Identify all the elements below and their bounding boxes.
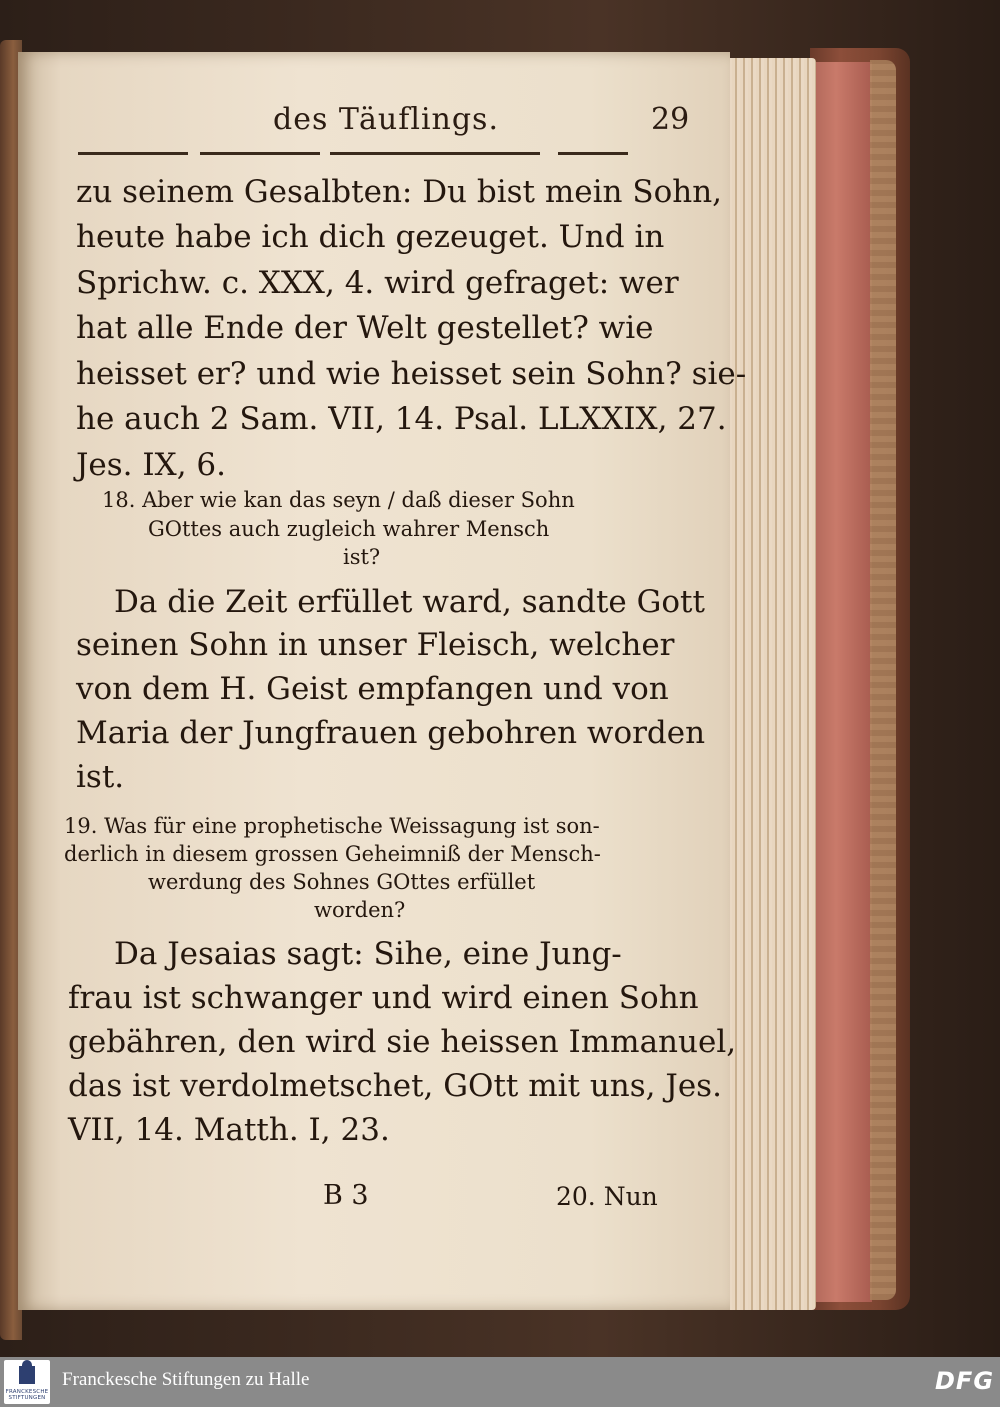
header-rule xyxy=(200,152,320,155)
header-rule xyxy=(330,152,540,155)
dfg-logo[interactable]: DFG xyxy=(935,1367,995,1395)
running-head: des Täuflings. xyxy=(273,102,499,137)
text-line: VII, 14. Matth. I, 23. xyxy=(68,1112,390,1148)
text-line: he auch 2 Sam. VII, 14. Psal. LLXXIX, 27. xyxy=(76,401,727,437)
text-line: gebähren, den wird sie heissen Immanuel, xyxy=(68,1024,737,1060)
book-page xyxy=(18,52,747,1310)
text-line: Da die Zeit erfüllet ward, sandte Gott xyxy=(114,584,705,620)
text-line: hat alle Ende der Welt gestellet? wie xyxy=(76,310,654,346)
text-line: Maria der Jungfrauen gebohren worden xyxy=(76,715,706,751)
question-line: derlich in diesem grossen Geheimniß der Mensch- xyxy=(64,842,601,866)
text-line: von dem H. Geist empfangen und von xyxy=(76,671,669,707)
text-line: frau ist schwanger und wird einen Sohn xyxy=(68,980,699,1016)
question-line: GOttes auch zugleich wahrer Mensch xyxy=(148,517,550,541)
book-spine-edge xyxy=(870,60,896,1300)
header-rule xyxy=(78,152,188,155)
catchword: 20. Nun xyxy=(556,1182,658,1211)
text-line: heisset er? und wie heisset sein Sohn? sie- xyxy=(76,356,747,392)
page-number: 29 xyxy=(651,102,690,137)
building-icon xyxy=(19,1366,35,1384)
page-header xyxy=(273,102,713,142)
text-line: Sprichw. c. XXX, 4. wird gefraget: wer xyxy=(76,265,679,301)
text-line: seinen Sohn in unser Fleisch, welcher xyxy=(76,627,675,663)
question-line: werdung des Sohnes GOttes erfüllet xyxy=(148,870,536,894)
header-rule xyxy=(558,152,628,155)
institution-name: Franckesche Stiftungen zu Halle xyxy=(62,1369,310,1390)
question-line: worden? xyxy=(314,898,406,922)
question-line: 19. Was für eine prophetische Weissagung ist son- xyxy=(64,814,600,838)
text-line: ist. xyxy=(76,759,125,795)
text-line: heute habe ich dich gezeuget. Und in xyxy=(76,219,665,255)
text-line: das ist verdolmetschet, GOtt mit uns, Jes. xyxy=(68,1068,722,1104)
question-line: ist? xyxy=(343,545,381,569)
franckesche-logo[interactable] xyxy=(4,1360,50,1404)
logo-caption: FRANCKESCHE STIFTUNGEN xyxy=(5,1389,49,1401)
text-line: Da Jesaias sagt: Sihe, eine Jung- xyxy=(114,936,622,972)
question-line: 18. Aber wie kan das seyn / daß dieser Sohn xyxy=(102,488,575,512)
page-stack xyxy=(724,58,816,1310)
text-line: zu seinem Gesalbten: Du bist mein Sohn, xyxy=(76,174,723,210)
signature-mark: B 3 xyxy=(323,1180,369,1211)
viewer-footer xyxy=(0,1357,1000,1407)
red-page-edge xyxy=(812,62,872,1302)
text-line: Jes. IX, 6. xyxy=(76,447,226,483)
